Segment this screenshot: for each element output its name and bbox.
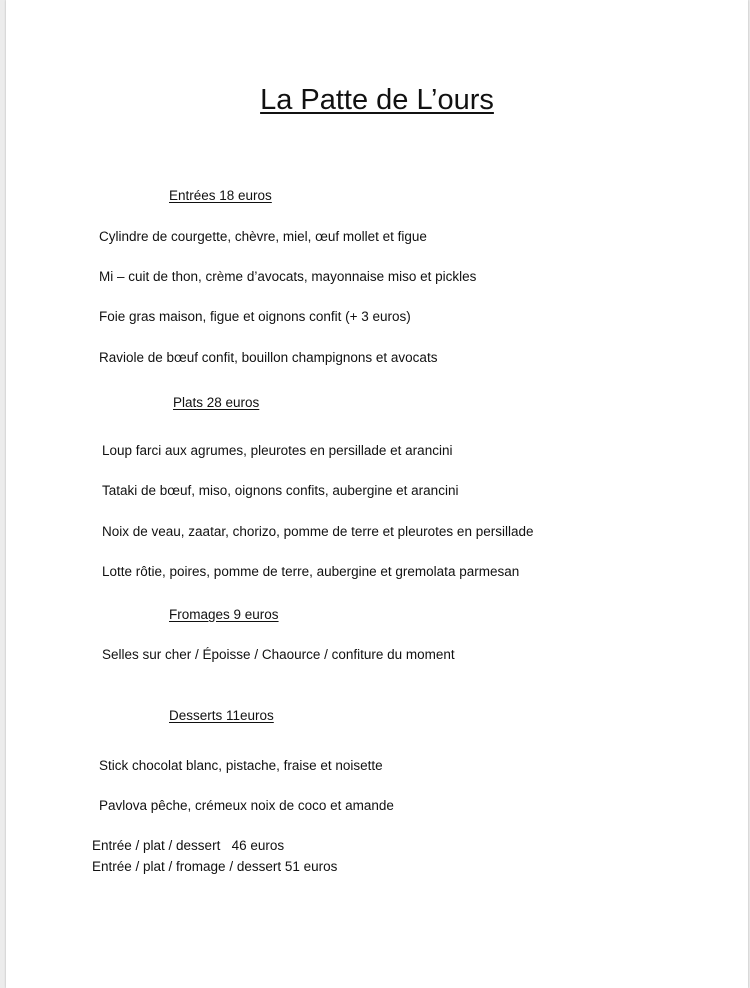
menu-item: Pavlova pêche, crémeux noix de coco et amande [99, 798, 394, 813]
menu-item: Stick chocolat blanc, pistache, fraise et noisette [99, 758, 383, 773]
section-heading-plats: Plats 28 euros [173, 395, 260, 410]
menu-item: Mi – cuit de thon, crème d’avocats, mayonnaise miso et pickles [99, 269, 477, 284]
menu-page [6, 0, 748, 988]
set-menu-price: Entrée / plat / fromage / dessert 51 euros [92, 859, 338, 874]
section-heading-entrees: Entrées 18 euros [169, 188, 272, 203]
menu-item: Foie gras maison, figue et oignons confit (+ 3 euros) [99, 309, 411, 324]
menu-item: Cylindre de courgette, chèvre, miel, œuf mollet et figue [99, 229, 427, 244]
menu-item: Loup farci aux agrumes, pleurotes en persillade et arancini [102, 443, 453, 458]
menu-item: Lotte rôtie, poires, pomme de terre, aubergine et gremolata parmesan [102, 564, 520, 579]
restaurant-title: La Patte de L’ours [260, 84, 494, 116]
menu-item: Tataki de bœuf, miso, oignons confits, aubergine et arancini [102, 483, 459, 498]
section-heading-desserts: Desserts 11euros [169, 708, 274, 723]
menu-item: Selles sur cher / Époisse / Chaource / confiture du moment [102, 647, 455, 662]
menu-item: Raviole de bœuf confit, bouillon champignons et avocats [99, 350, 438, 365]
section-heading-fromages: Fromages 9 euros [169, 607, 279, 622]
set-menu-price: Entrée / plat / dessert 46 euros [92, 838, 285, 853]
menu-item: Noix de veau, zaatar, chorizo, pomme de terre et pleurotes en persillade [102, 524, 534, 539]
